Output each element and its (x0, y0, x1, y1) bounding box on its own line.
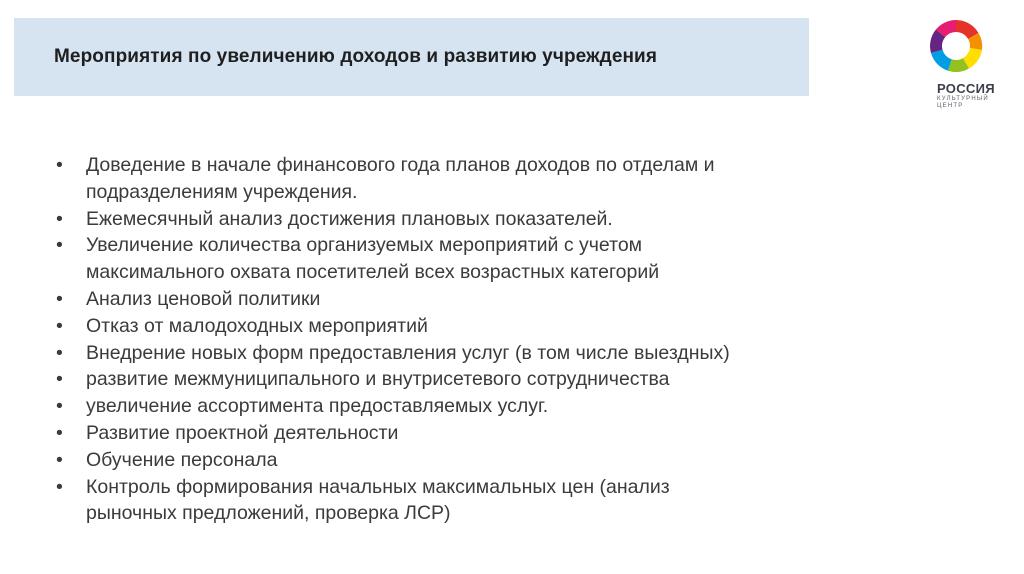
bullet-icon: • (56, 314, 63, 337)
logo-name: РОССИЯ (937, 81, 995, 96)
list-item-text: Внедрение новых форм предоставления услуг (в том числе выездных) (86, 341, 730, 364)
logo-subtitle-line1: КУЛЬТУРНЫЙ (937, 96, 989, 102)
list-item-text-continued: рыночных предложений, проверка ЛСР) (86, 502, 451, 525)
logo (920, 14, 1000, 124)
list-item (56, 313, 956, 340)
list-item (56, 206, 956, 233)
list-item (56, 420, 956, 447)
bullet-icon: • (56, 475, 63, 498)
list-item (56, 474, 956, 528)
list-item-text: Увеличение количества организуемых мероприятий с учетом (86, 234, 643, 257)
bullet-icon: • (56, 395, 63, 418)
list-item-text: Анализ ценовой политики (86, 287, 321, 310)
list-item-text: Ежемесячный анализ достижения плановых показателей. (86, 207, 613, 230)
list-item (56, 366, 956, 393)
list-item-text: увеличение ассортимента предоставляемых услуг. (86, 395, 549, 418)
list-item-text-continued: подразделениям учреждения. (86, 180, 358, 203)
list-item (56, 447, 956, 474)
list-item-text: Развитие проектной деятельности (86, 421, 399, 444)
list-item (56, 340, 956, 367)
circular-color-ring-logo-icon (920, 14, 1000, 80)
list-item (56, 393, 956, 420)
list-item-text: Контроль формирования начальных максимальных цен (анализ (86, 475, 670, 498)
title-band (14, 18, 809, 96)
bullet-icon: • (56, 207, 63, 230)
bullet-icon: • (56, 341, 63, 364)
bullet-icon: • (56, 154, 63, 176)
bullet-icon: • (56, 448, 63, 471)
list-item (56, 232, 956, 286)
bullet-list (56, 152, 956, 527)
list-item-text: Доведение в начале финансового года планов доходов по отделам и (86, 154, 715, 176)
list-item-text: Обучение персонала (86, 448, 278, 471)
bullet-icon: • (56, 368, 63, 391)
bullet-icon: • (56, 287, 63, 310)
logo-segment-blue (931, 50, 952, 71)
logo-subtitle-line2: ЦЕНТР (937, 103, 964, 109)
list-item-text-continued: максимального охвата посетителей всех возрастных категорий (86, 261, 660, 284)
logo-subtitle (937, 96, 989, 110)
bullet-icon: • (56, 421, 63, 444)
list-item (56, 286, 956, 313)
list-item-text: Отказ от малодоходных мероприятий (86, 314, 428, 337)
list-item (56, 152, 956, 206)
bullet-icon: • (56, 234, 63, 257)
list-item-text: развитие межмуниципального и внутрисетевого сотрудничества (86, 368, 670, 391)
page-title: Мероприятия по увеличению доходов и развитию учреждения (54, 46, 658, 67)
